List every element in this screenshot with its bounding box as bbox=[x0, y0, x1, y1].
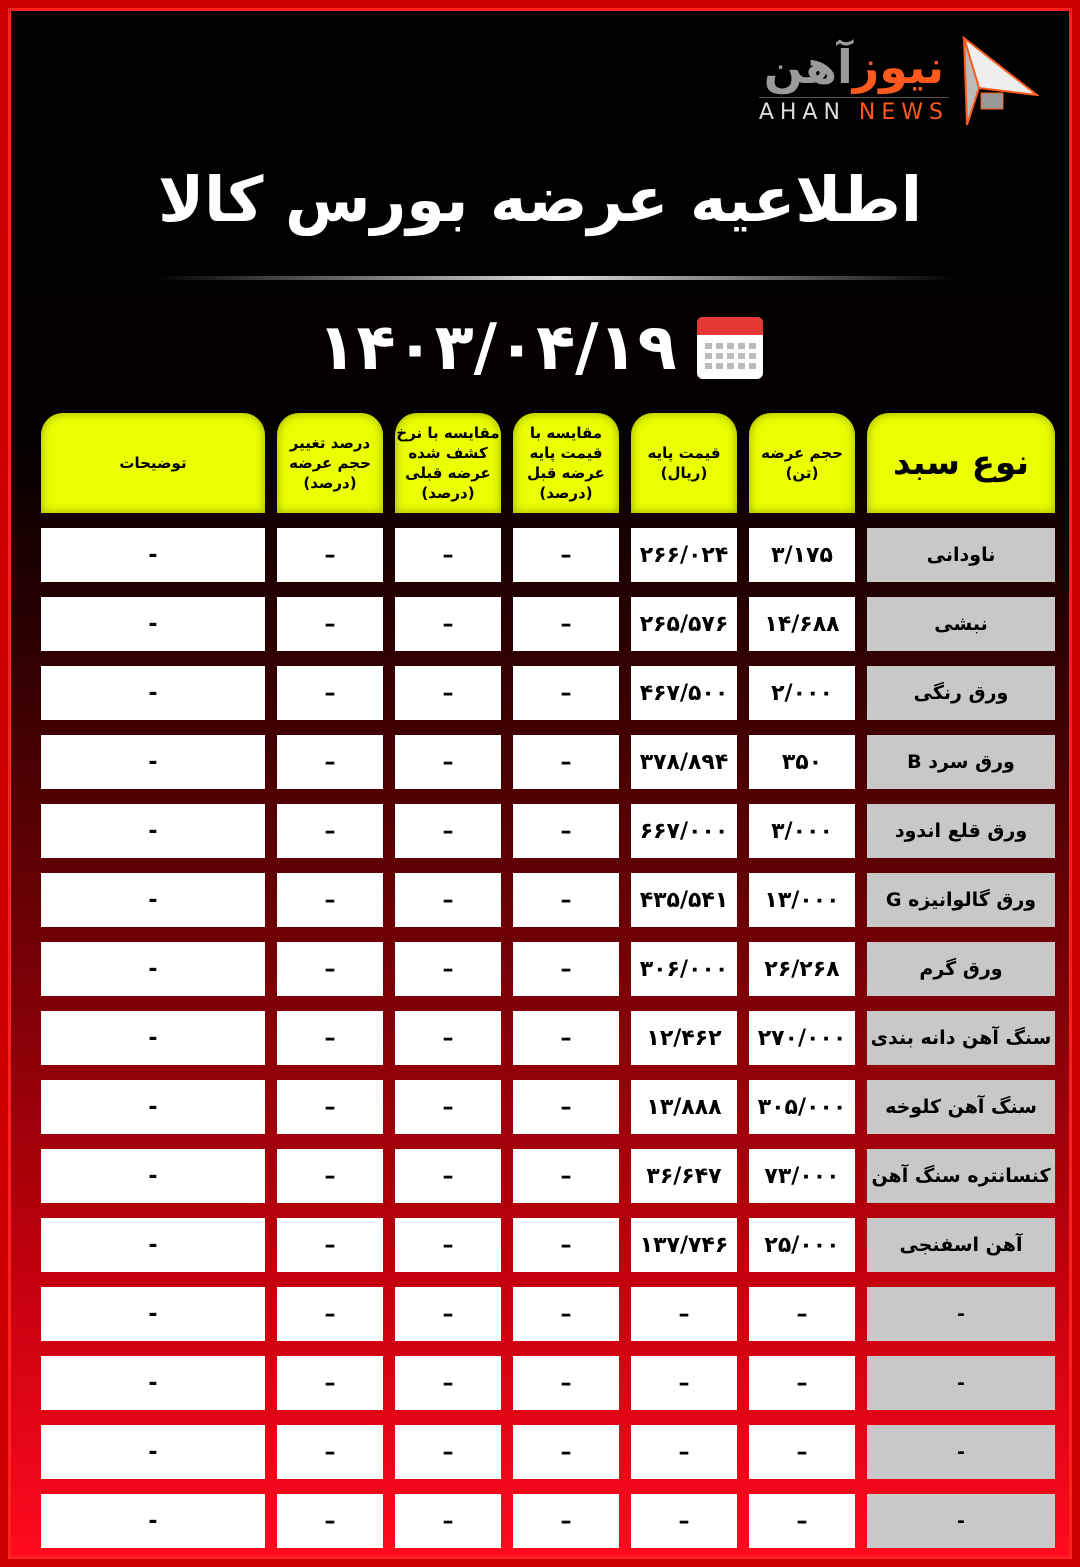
table-row bbox=[41, 1011, 1055, 1065]
row-spacer bbox=[41, 720, 1055, 735]
cell-notes: - bbox=[41, 735, 265, 789]
cell-basket-type: ورق رنگی bbox=[867, 666, 1055, 720]
cell-notes: - bbox=[41, 942, 265, 996]
table-row bbox=[41, 1218, 1055, 1272]
cell-volume: – bbox=[749, 1356, 855, 1410]
row-spacer bbox=[41, 1203, 1055, 1218]
row-spacer bbox=[41, 1410, 1055, 1425]
row-spacer bbox=[41, 513, 1055, 528]
cell-compare-base-price: – bbox=[513, 1287, 619, 1341]
cell-volume-change: – bbox=[277, 873, 383, 927]
cell-volume-change: – bbox=[277, 1287, 383, 1341]
cell-base-price: ۲۶۵/۵۷۶ bbox=[631, 597, 737, 651]
cell-volume: ۲۷۰/۰۰۰ bbox=[749, 1011, 855, 1065]
cell-volume-change: – bbox=[277, 804, 383, 858]
cell-base-price: ۶۶۷/۰۰۰ bbox=[631, 804, 737, 858]
cell-volume-change: – bbox=[277, 1425, 383, 1479]
header-basket-type: نوع سبد bbox=[867, 413, 1055, 513]
cell-compare-discovered-rate: – bbox=[395, 1218, 501, 1272]
cell-compare-base-price: – bbox=[513, 942, 619, 996]
cell-basket-type: آهن اسفنجی bbox=[867, 1218, 1055, 1272]
cell-compare-base-price: – bbox=[513, 1080, 619, 1134]
cell-compare-base-price: – bbox=[513, 735, 619, 789]
cell-base-price: ۴۶۷/۵۰۰ bbox=[631, 666, 737, 720]
cell-volume-change: – bbox=[277, 1080, 383, 1134]
cell-volume: ۳۵۰ bbox=[749, 735, 855, 789]
cell-compare-base-price: – bbox=[513, 873, 619, 927]
cell-compare-discovered-rate: – bbox=[395, 1356, 501, 1410]
cell-base-price: ۱۲/۴۶۲ bbox=[631, 1011, 737, 1065]
ahan-news-logo bbox=[759, 33, 1039, 128]
header-compare-discovered-rate: مقایسه با نرخ کشف شده عرضه قبلی (درصد) bbox=[395, 413, 501, 513]
cell-notes: - bbox=[41, 1011, 265, 1065]
cell-base-price: – bbox=[631, 1494, 737, 1548]
cell-volume-change: – bbox=[277, 528, 383, 582]
row-spacer bbox=[41, 1065, 1055, 1080]
table-row bbox=[41, 1425, 1055, 1479]
cell-volume-change: – bbox=[277, 1356, 383, 1410]
paper-plane-icon bbox=[959, 33, 1039, 128]
cell-basket-type: نبشی bbox=[867, 597, 1055, 651]
cell-compare-base-price: – bbox=[513, 804, 619, 858]
table-row bbox=[41, 1287, 1055, 1341]
cell-volume-change: – bbox=[277, 735, 383, 789]
cell-volume-change: – bbox=[277, 1149, 383, 1203]
header-base-price: قیمت پایه (ریال) bbox=[631, 413, 737, 513]
cell-notes: - bbox=[41, 804, 265, 858]
row-spacer bbox=[41, 582, 1055, 597]
cell-compare-base-price: – bbox=[513, 1149, 619, 1203]
cell-base-price: ۱۳/۸۸۸ bbox=[631, 1080, 737, 1134]
table-row bbox=[41, 1494, 1055, 1548]
logo-en-news: NEWS bbox=[858, 99, 949, 125]
cell-base-price: ۳۷۸/۸۹۴ bbox=[631, 735, 737, 789]
cell-notes: - bbox=[41, 1080, 265, 1134]
cell-notes: - bbox=[41, 597, 265, 651]
cell-compare-base-price: – bbox=[513, 597, 619, 651]
cell-volume-change: – bbox=[277, 1011, 383, 1065]
cell-volume: ۲۶/۲۶۸ bbox=[749, 942, 855, 996]
cell-base-price: – bbox=[631, 1425, 737, 1479]
cell-compare-base-price: – bbox=[513, 1425, 619, 1479]
cell-basket-type: سنگ آهن دانه بندی bbox=[867, 1011, 1055, 1065]
table-row bbox=[41, 666, 1055, 720]
offer-table bbox=[29, 413, 1067, 1548]
cell-basket-type: - bbox=[867, 1356, 1055, 1410]
row-spacer bbox=[41, 651, 1055, 666]
cell-notes: - bbox=[41, 666, 265, 720]
cell-notes: - bbox=[41, 1218, 265, 1272]
cell-basket-type: ورق گرم bbox=[867, 942, 1055, 996]
cell-compare-base-price: – bbox=[513, 1218, 619, 1272]
cell-compare-discovered-rate: – bbox=[395, 1011, 501, 1065]
infographic-frame bbox=[8, 8, 1072, 1559]
cell-volume-change: – bbox=[277, 1218, 383, 1272]
cell-compare-discovered-rate: – bbox=[395, 666, 501, 720]
cell-basket-type: ناودانی bbox=[867, 528, 1055, 582]
cell-compare-base-price: – bbox=[513, 1494, 619, 1548]
divider bbox=[156, 276, 956, 280]
row-spacer bbox=[41, 789, 1055, 804]
cell-volume: ۳/۱۷۵ bbox=[749, 528, 855, 582]
row-spacer bbox=[41, 1479, 1055, 1494]
cell-base-price: ۱۳۷/۷۴۶ bbox=[631, 1218, 737, 1272]
cell-compare-base-price: – bbox=[513, 666, 619, 720]
cell-basket-type: سنگ آهن کلوخه bbox=[867, 1080, 1055, 1134]
cell-compare-discovered-rate: – bbox=[395, 1494, 501, 1548]
cell-compare-discovered-rate: – bbox=[395, 942, 501, 996]
cell-basket-type: - bbox=[867, 1425, 1055, 1479]
cell-basket-type: کنسانتره سنگ آهن bbox=[867, 1149, 1055, 1203]
cell-compare-base-price: – bbox=[513, 1356, 619, 1410]
cell-volume: ۲/۰۰۰ bbox=[749, 666, 855, 720]
row-spacer bbox=[41, 1134, 1055, 1149]
row-spacer bbox=[41, 996, 1055, 1011]
logo-fa-ahan: آهن bbox=[763, 39, 853, 94]
cell-compare-discovered-rate: – bbox=[395, 873, 501, 927]
header-volume-change: درصد تغییر حجم عرضه (درصد) bbox=[277, 413, 383, 513]
cell-compare-base-price: – bbox=[513, 1011, 619, 1065]
cell-volume: – bbox=[749, 1494, 855, 1548]
cell-compare-discovered-rate: – bbox=[395, 735, 501, 789]
cell-notes: - bbox=[41, 1287, 265, 1341]
cell-base-price: – bbox=[631, 1287, 737, 1341]
cell-volume: ۳۰۵/۰۰۰ bbox=[749, 1080, 855, 1134]
cell-basket-type: - bbox=[867, 1494, 1055, 1548]
row-spacer bbox=[41, 858, 1055, 873]
cell-basket-type: ورق قلع اندود bbox=[867, 804, 1055, 858]
page-title: اطلاعیه عرضه بورس کالا bbox=[157, 163, 923, 236]
cell-volume-change: – bbox=[277, 942, 383, 996]
cell-base-price: ۴۳۵/۵۴۱ bbox=[631, 873, 737, 927]
cell-volume: ۷۳/۰۰۰ bbox=[749, 1149, 855, 1203]
calendar-icon bbox=[697, 317, 763, 379]
table-row bbox=[41, 1080, 1055, 1134]
table-row bbox=[41, 1356, 1055, 1410]
table-row bbox=[41, 528, 1055, 582]
table-row bbox=[41, 804, 1055, 858]
row-spacer bbox=[41, 927, 1055, 942]
cell-volume-change: – bbox=[277, 666, 383, 720]
cell-volume: ۲۵/۰۰۰ bbox=[749, 1218, 855, 1272]
cell-notes: - bbox=[41, 1494, 265, 1548]
cell-basket-type: ورق گالوانیزه G bbox=[867, 873, 1055, 927]
cell-notes: - bbox=[41, 873, 265, 927]
cell-volume-change: – bbox=[277, 1494, 383, 1548]
table-row bbox=[41, 942, 1055, 996]
cell-base-price: – bbox=[631, 1356, 737, 1410]
cell-volume: ۳/۰۰۰ bbox=[749, 804, 855, 858]
table-row bbox=[41, 597, 1055, 651]
table-row bbox=[41, 1149, 1055, 1203]
cell-compare-discovered-rate: – bbox=[395, 804, 501, 858]
cell-basket-type: ورق سرد B bbox=[867, 735, 1055, 789]
cell-base-price: ۲۶۶/۰۲۴ bbox=[631, 528, 737, 582]
header-volume: حجم عرضه (تن) bbox=[749, 413, 855, 513]
cell-notes: - bbox=[41, 1149, 265, 1203]
logo-fa-news: نیوز bbox=[852, 39, 945, 94]
cell-notes: - bbox=[41, 1425, 265, 1479]
row-spacer bbox=[41, 1272, 1055, 1287]
cell-volume: – bbox=[749, 1287, 855, 1341]
header-compare-base-price: مقایسه با قیمت پایه عرضه قبل (درصد) bbox=[513, 413, 619, 513]
cell-base-price: ۳۶/۶۴۷ bbox=[631, 1149, 737, 1203]
cell-basket-type: - bbox=[867, 1287, 1055, 1341]
cell-compare-discovered-rate: – bbox=[395, 1149, 501, 1203]
cell-volume-change: – bbox=[277, 597, 383, 651]
table-row bbox=[41, 735, 1055, 789]
cell-volume: – bbox=[749, 1425, 855, 1479]
cell-compare-discovered-rate: – bbox=[395, 1080, 501, 1134]
cell-volume: ۱۴/۶۸۸ bbox=[749, 597, 855, 651]
header-notes: توضیحات bbox=[41, 413, 265, 513]
date: ۱۴۰۳/۰۴/۱۹ bbox=[317, 311, 677, 385]
table-row bbox=[41, 873, 1055, 927]
cell-compare-discovered-rate: – bbox=[395, 597, 501, 651]
cell-base-price: ۳۰۶/۰۰۰ bbox=[631, 942, 737, 996]
cell-notes: - bbox=[41, 1356, 265, 1410]
cell-compare-discovered-rate: – bbox=[395, 1287, 501, 1341]
cell-notes: - bbox=[41, 528, 265, 582]
logo-en-ahan: AHAN bbox=[758, 99, 846, 125]
cell-compare-discovered-rate: – bbox=[395, 528, 501, 582]
cell-compare-base-price: – bbox=[513, 528, 619, 582]
cell-compare-discovered-rate: – bbox=[395, 1425, 501, 1479]
row-spacer bbox=[41, 1341, 1055, 1356]
cell-volume: ۱۳/۰۰۰ bbox=[749, 873, 855, 927]
